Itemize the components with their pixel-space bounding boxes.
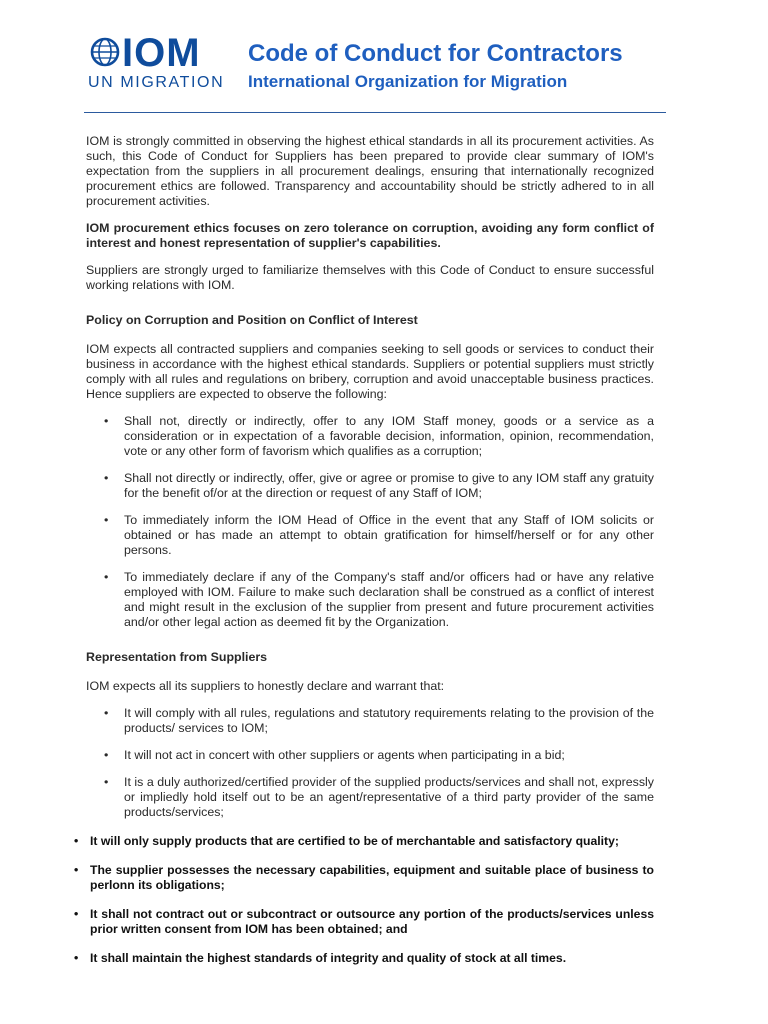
bullet-icon: • (104, 775, 109, 789)
list-item (86, 471, 654, 501)
bullet-icon: • (74, 951, 79, 965)
intro-paragraph: IOM is strongly committed in observing the highest ethical standards in all its procurement activities. As such, this Code of Conduct for Suppliers has been prepared to provide clear summary of IOM's expectation from the suppliers in all procurement dealings, ensuring that internationally recognized procurement ethics are followed. Transparency and accountability should be strictly adhered to in all procurement activities. (86, 134, 654, 208)
bullet-icon: • (104, 513, 109, 527)
corruption-list (86, 414, 654, 630)
list-item-text: It will not act in concert with other suppliers or agents when participating in a bid; (124, 748, 565, 762)
list-item-text: It will comply with all rules, regulations and statutory requirements relating to the provision of the products/ services to IOM; (124, 706, 654, 735)
list-item-text: To immediately declare if any of the Company's staff and/or officers had or have any relative employed with IOM. Failure to make such declaration shall be construed as a conflict of interest and might result in the exclusion of the supplier from present and future procurement activities and/or other legal action as deemed fit by the Organization. (124, 570, 654, 629)
representation-bold-list (70, 834, 654, 966)
section-intro-representation: IOM expects all its suppliers to honestly declare and warrant that: (86, 679, 445, 693)
list-item (86, 570, 654, 630)
iom-logo (88, 31, 238, 96)
familiarize-paragraph: Suppliers are strongly urged to familiarize themselves with this Code of Conduct to ensure successful working relations with IOM. (86, 263, 654, 292)
logo-wordmark: IOM (122, 31, 201, 75)
globe-icon (90, 37, 120, 67)
section-intro-corruption: IOM expects all contracted suppliers and companies seeking to sell goods or services to conduct their business in accordance with the highest ethical standards. Suppliers or potential suppliers must strictly comply with all rules and regulations on bribery, corruption and avoid unacceptable business practices. Hence suppliers are expected to observe the following: (86, 342, 654, 401)
bullet-icon: • (104, 471, 109, 485)
section-heading-corruption: Policy on Corruption and Position on Conflict of Interest (86, 313, 418, 327)
list-item-text: To immediately inform the IOM Head of Office in the event that any Staff of IOM solicits or obtained or has made an attempt to obtain gratification for himself/herself or for any other persons. (124, 513, 654, 557)
list-item-text: It is a duly authorized/certified provider of the supplied products/services and shall not, expressly or impliedly hold itself out to be an agent/representative of a third party provider of the same products/services; (124, 775, 654, 819)
list-item (86, 706, 654, 736)
ethics-paragraph: IOM procurement ethics focuses on zero tolerance on corruption, avoiding any form conflict of interest and honest representation of supplier's capabilities. (86, 221, 654, 250)
list-item-text: It will only supply products that are certified to be of merchantable and satisfactory quality; (90, 834, 619, 848)
list-item (86, 748, 654, 763)
bullet-icon: • (104, 748, 109, 762)
list-item (70, 834, 654, 849)
list-item (70, 863, 654, 893)
list-item-text: It shall maintain the highest standards of integrity and quality of stock at all times. (90, 951, 567, 965)
list-item-text: It shall not contract out or subcontract or outsource any portion of the products/services unless prior written consent from IOM has been obtained; and (90, 907, 654, 936)
list-item (86, 414, 654, 459)
list-item-text: Shall not, directly or indirectly, offer to any IOM Staff money, goods or a service as a consideration or in expectation of a favorable decision, information, opinion, recommendation, vote or any other form of favorism which qualifies as a corruption; (124, 414, 654, 458)
document-body (74, 134, 654, 980)
document-title: Code of Conduct for Contractors (248, 40, 623, 67)
header-divider (84, 112, 666, 113)
bullet-icon: • (74, 863, 79, 877)
representation-list (86, 706, 654, 820)
list-item-text: Shall not directly or indirectly, offer, give or agree or promise to give to any IOM staff any gratuity for the benefit of/or at the direction or request of any Staff of IOM; (124, 471, 654, 500)
list-item-text: The supplier possesses the necessary capabilities, equipment and suitable place of business to perlonn its obligations; (90, 863, 654, 892)
bullet-icon: • (104, 570, 109, 584)
section-heading-representation: Representation from Suppliers (86, 650, 268, 664)
bullet-icon: • (74, 907, 79, 921)
bullet-icon: • (104, 706, 109, 720)
list-item (70, 951, 654, 966)
bullet-icon: • (104, 414, 109, 428)
list-item (86, 513, 654, 558)
document-header (88, 31, 688, 104)
bullet-icon: • (74, 834, 79, 848)
list-item (86, 775, 654, 820)
logo-subtitle: UN MIGRATION (88, 74, 225, 91)
list-item (70, 907, 654, 937)
document-subtitle: International Organization for Migration (248, 72, 568, 91)
